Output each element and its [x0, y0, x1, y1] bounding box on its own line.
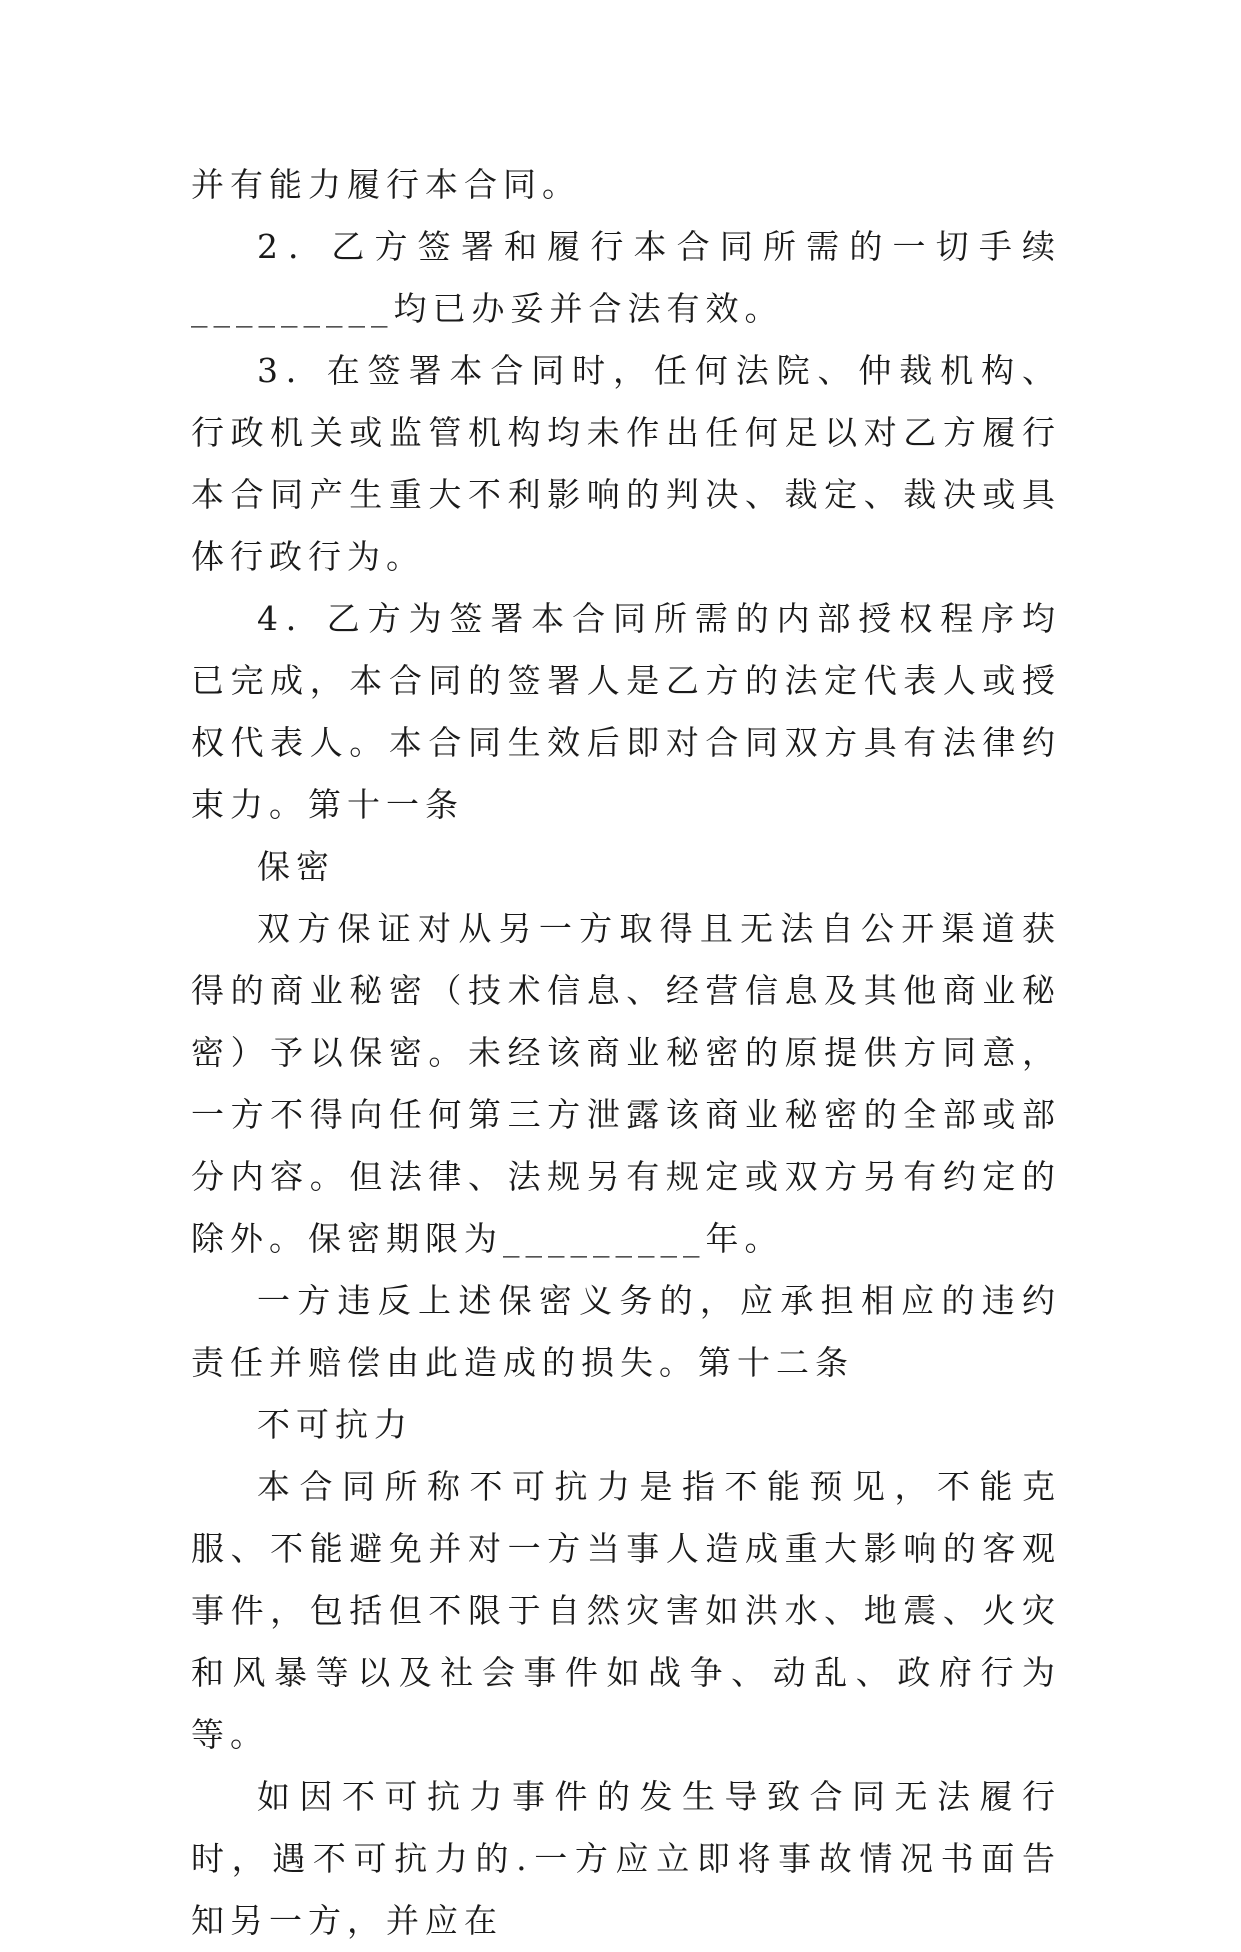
- force-majeure-definition-paragraph: 本合同所称不可抗力是指不能预见，不能克服、不能避免并对一方当事人造成重大影响的客观事件，包括但不限于自然灾害如洪水、地震、火灾和风暴等以及社会事件如战争、动乱、政府行为等。: [191, 1467, 1061, 1754]
- paragraph-continuation: 并有能力履行本合同。: [191, 165, 581, 204]
- document-body: [191, 154, 1061, 1952]
- confidentiality-paragraph: 双方保证对从另一方取得且无法自公开渠道获得的商业秘密（技术信息、经营信息及其他商业秘密）予以保密。未经该商业秘密的原提供方同意，一方不得向任何第三方泄露该商业秘密的全部或部分内容。但法律、法规另有规定或双方另有约定的除外。保密期限为_________年。: [191, 909, 1061, 1258]
- clause-2-paragraph: 2．乙方签署和履行本合同所需的一切手续_________均已办妥并合法有效。: [191, 227, 1061, 328]
- section-heading-confidentiality: 保密: [257, 847, 335, 886]
- section-heading-force-majeure: 不可抗力: [257, 1405, 413, 1444]
- force-majeure-notice-paragraph: 如因不可抗力事件的发生导致合同无法履行时，遇不可抗力的.一方应立即将事故情况书面告知另一方，并应在: [191, 1777, 1061, 1940]
- breach-paragraph: 一方违反上述保密义务的，应承担相应的违约责任并赔偿由此造成的损失。第十二条: [191, 1281, 1061, 1382]
- clause-4-paragraph: 4．乙方为签署本合同所需的内部授权程序均已完成，本合同的签署人是乙方的法定代表人或授权代表人。本合同生效后即对合同双方具有法律约束力。第十一条: [191, 599, 1061, 824]
- clause-3-paragraph: 3．在签署本合同时，任何法院、仲裁机构、行政机关或监管机构均未作出任何足以对乙方履行本合同产生重大不利影响的判决、裁定、裁决或具体行政行为。: [191, 351, 1061, 576]
